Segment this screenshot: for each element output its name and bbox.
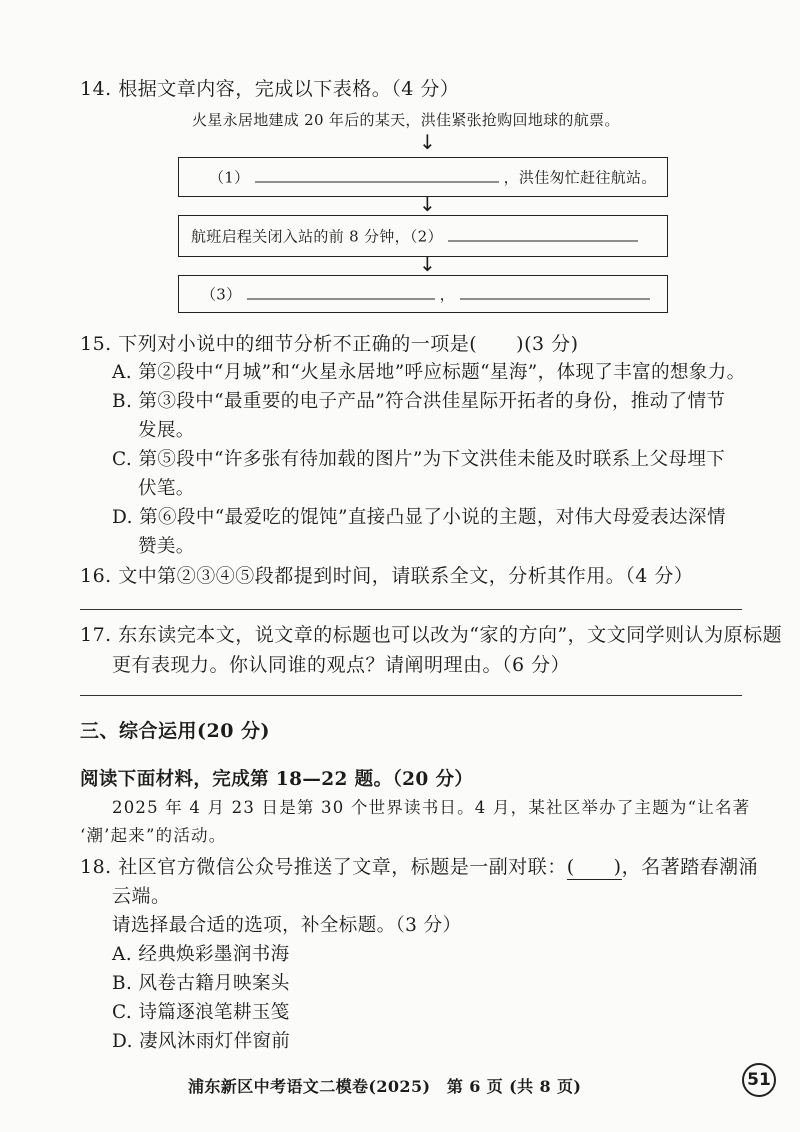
box-3-comma: ，	[439, 285, 455, 304]
flowchart-intro: 火星永居地建成 20 年后的某天，洪佳紧张抢购回地球的航票。	[192, 111, 620, 129]
question-18-line-2: 云端。	[112, 885, 171, 907]
option-a[interactable]: A. 第②段中“月城”和“火星永居地”呼应标题“星海”，体现了丰富的想象力。	[112, 362, 746, 383]
page-footer: 浦东新区中考语文二模卷(2025) 第 6 页 (共 8 页)	[188, 1077, 582, 1096]
answer-blank-3b[interactable]	[460, 285, 650, 300]
q18-option-c[interactable]: C. 诗篇逐浪笔耕玉笺	[112, 1002, 290, 1023]
answer-blank-2[interactable]	[448, 227, 638, 242]
box-1-suffix: ，洪佳匆忙赶往航站。	[503, 168, 657, 187]
option-c[interactable]: C. 第⑤段中“许多张有待加载的图片”为下文洪佳未能及时联系上父母埋下	[112, 449, 726, 470]
option-b[interactable]: B. 第③段中“最重要的电子产品”符合洪佳星际开拓者的身份，推动了情节	[112, 391, 726, 412]
q18-option-d[interactable]: D. 凄风沐雨灯伴窗前	[112, 1031, 291, 1052]
flowchart-box-3	[178, 275, 668, 313]
material-line-2: ‘潮’起来”的活动。	[80, 826, 227, 845]
option-c-cont: 伏笔。	[138, 478, 195, 499]
box-3-label: （3）	[201, 285, 242, 304]
question-17-line-1: 17. 东东读完本文，说文章的标题也可以改为“家的方向”，文文同学则认为原标题	[80, 624, 783, 646]
section-heading: 三、综合运用(20 分)	[80, 720, 271, 742]
material-line-1: 2025 年 4 月 23 日是第 30 个世界读书日。4 月，某社区举办了主题为“让名著	[112, 798, 751, 817]
question-18-suffix: ，名著踏春潮涌	[621, 856, 759, 878]
option-b-cont: 发展。	[138, 420, 195, 441]
box-2-text: 航班启程关闭入站的前 8 分钟，（2）	[191, 227, 443, 246]
arrow-down-icon: ↓	[419, 252, 436, 276]
question-17-line-2: 更有表现力。你认同谁的观点？请阐明理由。（6 分）	[112, 654, 571, 676]
question-15-title: 15. 下列对小说中的细节分析不正确的一项是( )(3 分)	[80, 333, 579, 355]
answer-line-16[interactable]	[80, 609, 742, 610]
reading-instruction: 阅读下面材料，完成第 18—22 题。（20 分）	[80, 769, 474, 790]
flowchart-box-1	[178, 157, 668, 197]
answer-line-17[interactable]	[80, 695, 742, 696]
question-18-prompt: 请选择最合适的选项，补全标题。（3 分）	[112, 915, 462, 936]
arrow-down-icon: ↓	[419, 192, 436, 216]
answer-blank-3a[interactable]	[247, 285, 435, 300]
arrow-down-icon: ↓	[419, 130, 436, 154]
question-16-title: 16. 文中第②③④⑤段都提到时间，请联系全文，分析其作用。（4 分）	[80, 565, 694, 587]
page-number-badge: 51	[742, 1063, 776, 1097]
box-1-label: （1）	[209, 168, 250, 187]
option-d-cont: 赞美。	[138, 536, 195, 557]
question-14-title: 14. 根据文章内容，完成以下表格。（4 分）	[80, 78, 460, 100]
option-d[interactable]: D. 第⑥段中“最爱吃的馄饨”直接凸显了小说的主题，对伟大母爱表达深情	[112, 507, 726, 528]
answer-paren-18[interactable]: ( )	[567, 852, 622, 880]
question-18-line-1	[80, 852, 758, 880]
question-18-prefix: 18. 社区官方微信公众号推送了文章，标题是一副对联：	[80, 856, 567, 878]
answer-blank-1[interactable]	[255, 168, 499, 183]
q18-option-b[interactable]: B. 风卷古籍月映案头	[112, 973, 290, 994]
q18-option-a[interactable]: A. 经典焕彩墨润书海	[112, 944, 290, 965]
flowchart-box-2	[178, 215, 668, 257]
